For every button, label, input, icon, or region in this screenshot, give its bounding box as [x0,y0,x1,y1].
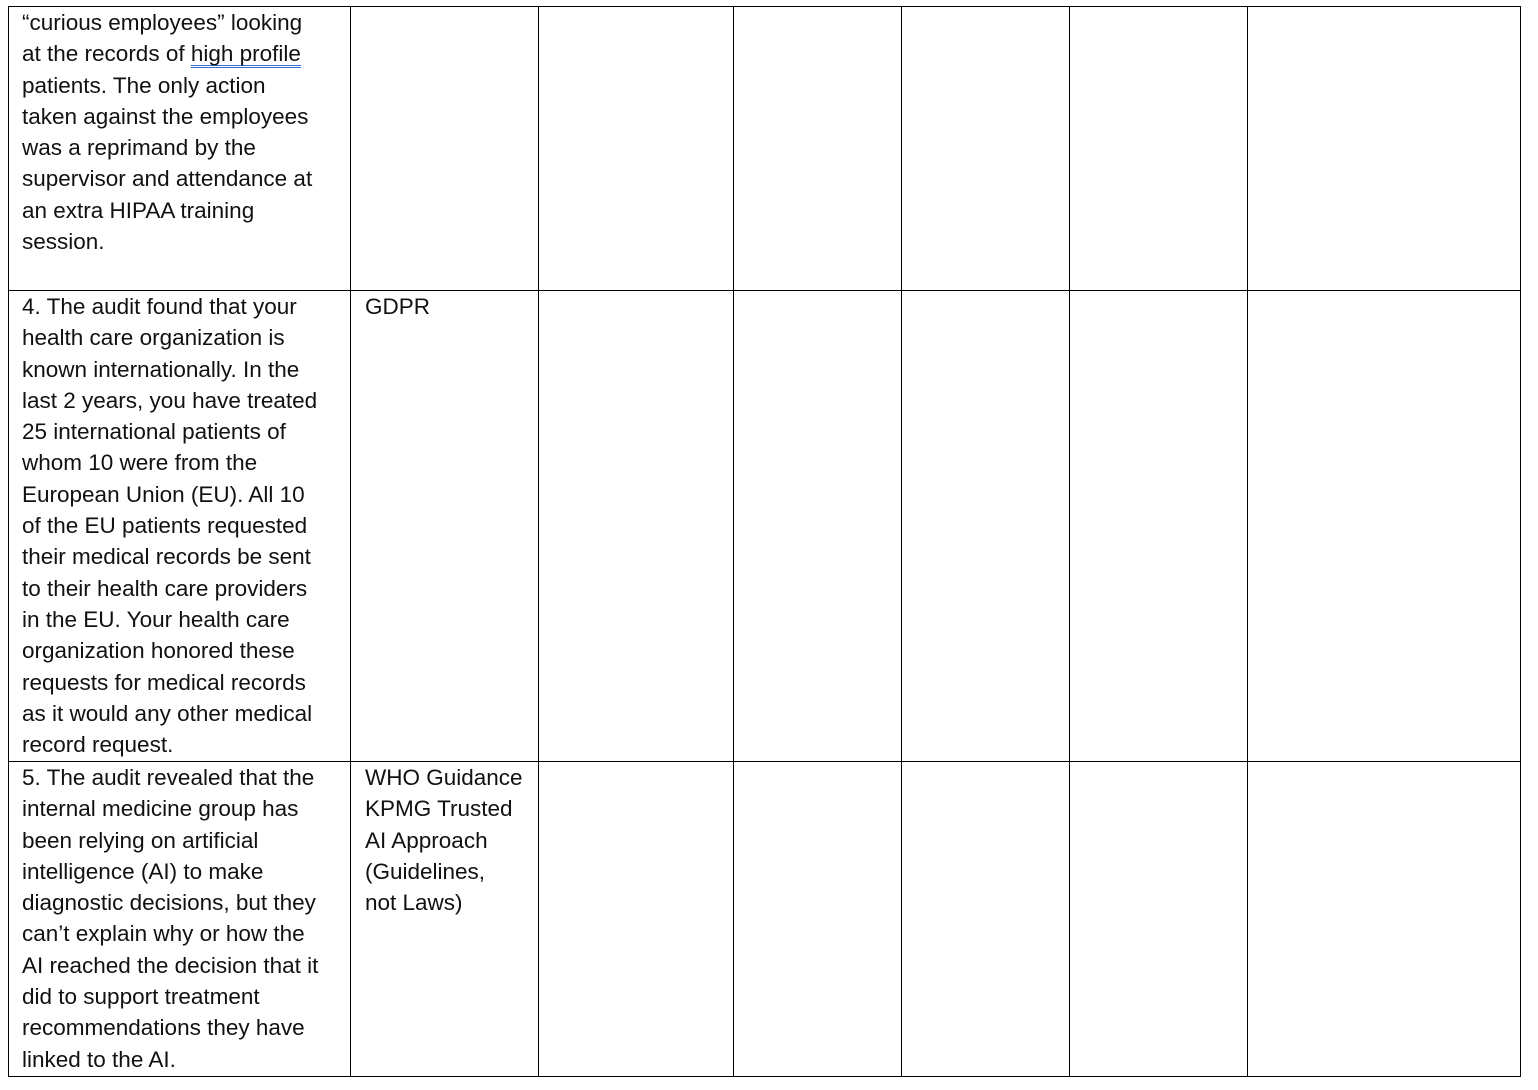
scenario-line: supervisor and attendance at [22,166,313,192]
scenario-line: known internationally. In the [22,356,300,382]
scenario-line: record request. [22,732,174,758]
law-line: GDPR [365,294,431,319]
scenario-line: can’t explain why or how the [22,921,305,947]
scenario-line: to their health care providers [22,575,308,601]
law-line: AI Approach [365,827,488,853]
empty-cell [734,7,902,291]
scenario-line: as it would any other medical [22,700,313,726]
scenario-line: 5. The audit revealed that the [22,765,315,790]
scenario-line: last 2 years, you have treated [22,387,318,413]
scenario-line: was a reprimand by the [22,135,256,161]
scenario-table [8,6,1521,1077]
scenario-line: an extra HIPAA training [22,197,255,223]
scenario-line: requests for medical records [22,669,306,695]
empty-cell [1248,7,1521,291]
scenario-cell [9,7,351,291]
scenario-line: their medical records be sent [22,544,311,570]
empty-cell [1070,762,1248,1077]
law-cell [351,762,539,1077]
scenario-line: AI reached the decision that it [22,952,319,978]
scenario-line: patients. The only action [22,72,266,98]
scenario-line: did to support treatment [22,984,260,1010]
law-cell [351,291,539,762]
scenario-line [22,38,344,69]
law-line: (Guidelines, [365,858,486,884]
empty-cell [1070,291,1248,762]
table-row [9,291,1521,762]
empty-cell [734,291,902,762]
law-line: not Laws) [365,890,463,916]
scenario-line: linked to the AI. [22,1046,176,1072]
scenario-line: recommendations they have [22,1015,305,1041]
scenario-line: 4. The audit found that your [22,294,297,319]
law-cell [351,7,539,291]
scenario-cell [9,762,351,1077]
empty-cell [539,291,734,762]
empty-cell [902,291,1070,762]
empty-cell [1248,291,1521,762]
law-line: WHO Guidance [365,765,523,790]
scenario-line: of the EU patients requested [22,513,308,539]
empty-cell [734,762,902,1077]
empty-cell [902,7,1070,291]
scenario-line: diagnostic decisions, but they [22,890,316,916]
scenario-cell [9,291,351,762]
scenario-line: been relying on artificial [22,827,259,853]
scenario-line: 25 international patients of [22,419,286,445]
law-line: KPMG Trusted [365,796,513,822]
scenario-line: “curious employees” looking [22,10,303,35]
table-row [9,762,1521,1077]
table-row [9,7,1521,291]
scenario-text: at the records of [22,41,185,67]
scenario-line: internal medicine group has [22,796,299,822]
scenario-line: session. [22,229,105,255]
scenario-line: health care organization is [22,325,285,351]
scenario-line: organization honored these [22,638,295,664]
scenario-line: whom 10 were from the [22,450,258,476]
scenario-line: intelligence (AI) to make [22,858,264,884]
empty-cell [902,762,1070,1077]
empty-cell [539,7,734,291]
empty-cell [1070,7,1248,291]
scenario-line: taken against the employees [22,103,309,129]
empty-cell [1248,762,1521,1077]
scenario-line: in the EU. Your health care [22,606,290,632]
spellcheck-flagged-text: high profile [190,41,301,67]
scenario-line: European Union (EU). All 10 [22,481,305,507]
empty-cell [539,762,734,1077]
